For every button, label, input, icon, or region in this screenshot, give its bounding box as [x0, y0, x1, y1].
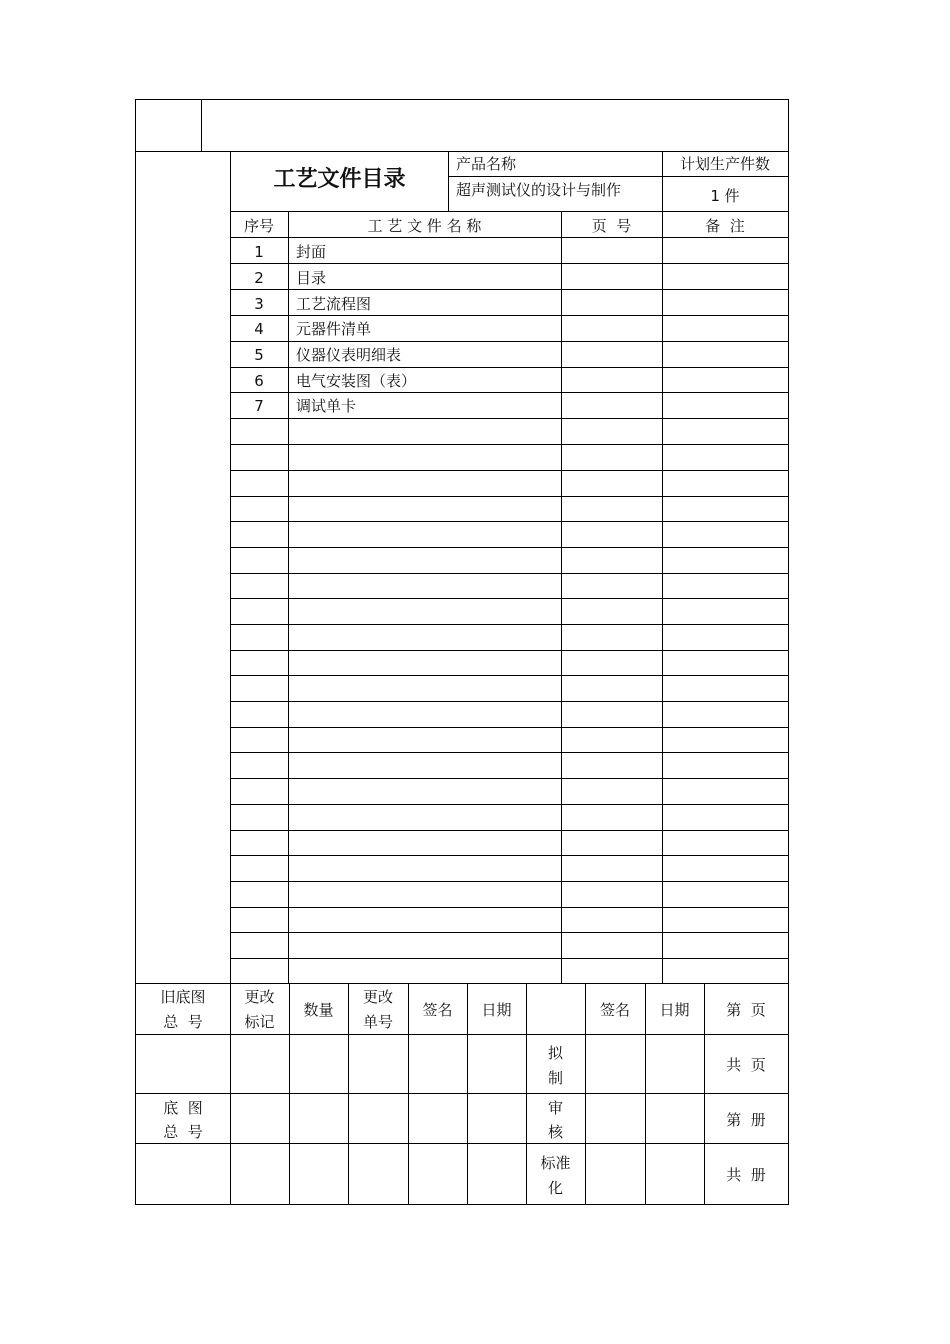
row-name: 封面 — [296, 243, 327, 261]
grid-line — [230, 547, 789, 548]
grid-line — [230, 778, 789, 779]
date-label-2: 日期 — [659, 1001, 690, 1019]
row-name: 调试单卡 — [296, 397, 357, 415]
grid-line — [230, 341, 789, 342]
product-name-value: 超声测试仪的设计与制作 — [456, 181, 622, 199]
review-label-2: 核 — [547, 1123, 563, 1141]
product-name-label: 产品名称 — [456, 155, 517, 173]
row-name: 目录 — [296, 269, 327, 287]
col-note-header: 备 注 — [705, 217, 745, 235]
standardization-label-2: 化 — [547, 1179, 563, 1197]
total-vols-label: 共 册 — [726, 1166, 766, 1184]
grid-line — [230, 598, 789, 599]
row-seq: 1 — [254, 243, 264, 261]
row-seq: 7 — [254, 397, 264, 415]
grid-line — [230, 237, 789, 238]
grid-line — [230, 830, 789, 831]
col-name-header: 工 艺 文 件 名 称 — [367, 217, 482, 235]
grid-line — [135, 1143, 789, 1144]
grid-line — [230, 958, 789, 959]
page-title: 工艺文件目录 — [273, 167, 406, 192]
col-page-header: 页 号 — [591, 217, 632, 235]
change-doc-label-2: 单号 — [362, 1013, 393, 1031]
grid-line — [201, 99, 202, 152]
plan-qty-label: 计划生产件数 — [679, 155, 770, 173]
grid-line — [230, 367, 789, 368]
grid-line — [230, 675, 789, 676]
old-base-label-2: 总 号 — [163, 1013, 203, 1031]
row-seq: 5 — [254, 346, 264, 364]
draft-label: 拟 — [547, 1044, 563, 1062]
plan-qty-value: 1 件 — [710, 187, 740, 205]
draft-label-2: 制 — [547, 1069, 563, 1087]
grid-line — [230, 804, 789, 805]
page-no-label: 第 页 — [726, 1001, 766, 1019]
grid-line — [135, 1204, 789, 1205]
vol-no-label: 第 册 — [726, 1111, 766, 1129]
total-pages-label: 共 页 — [726, 1056, 766, 1074]
grid-line — [230, 315, 789, 316]
grid-line — [662, 151, 663, 984]
grid-line — [448, 176, 789, 177]
row-name: 工艺流程图 — [296, 295, 372, 313]
grid-line — [230, 521, 789, 522]
grid-line — [135, 99, 136, 1205]
grid-line — [230, 470, 789, 471]
row-name: 电气安装图（表） — [296, 372, 417, 390]
sign-label-2: 签名 — [599, 1001, 630, 1019]
grid-line — [788, 99, 789, 1205]
base-label-2: 总 号 — [163, 1123, 203, 1141]
grid-line — [230, 907, 789, 908]
grid-line — [230, 496, 789, 497]
change-mark-label: 更改 — [244, 988, 275, 1006]
grid-line — [135, 1093, 789, 1094]
grid-line — [135, 99, 789, 100]
standardization-label: 标准 — [540, 1154, 571, 1172]
grid-line — [230, 573, 789, 574]
change-mark-label-2: 标记 — [244, 1013, 275, 1031]
grid-line — [135, 1034, 789, 1035]
grid-line — [230, 444, 789, 445]
row-name: 元器件清单 — [296, 320, 372, 338]
old-base-label: 旧底图 — [160, 988, 206, 1006]
date-label: 日期 — [481, 1001, 512, 1019]
row-seq: 3 — [254, 295, 264, 313]
review-label: 审 — [547, 1099, 563, 1117]
grid-line — [230, 418, 789, 419]
row-seq: 6 — [254, 372, 264, 390]
grid-line — [230, 263, 789, 264]
grid-line — [135, 151, 789, 152]
grid-line — [230, 932, 789, 933]
grid-line — [230, 752, 789, 753]
row-name: 仪器仪表明细表 — [296, 346, 402, 364]
grid-line — [230, 855, 789, 856]
grid-line — [230, 881, 789, 882]
base-label: 底 图 — [163, 1099, 203, 1117]
row-seq: 4 — [254, 320, 264, 338]
grid-line — [230, 392, 789, 393]
grid-line — [230, 211, 789, 212]
col-seq-header: 序号 — [243, 217, 274, 235]
grid-line — [230, 727, 789, 728]
row-seq: 2 — [254, 269, 264, 287]
grid-line — [230, 624, 789, 625]
grid-line — [230, 701, 789, 702]
grid-line — [230, 650, 789, 651]
change-doc-label: 更改 — [362, 988, 393, 1006]
sign-label: 签名 — [422, 1001, 453, 1019]
grid-line — [230, 289, 789, 290]
grid-line — [448, 151, 449, 212]
qty-label: 数量 — [303, 1001, 334, 1019]
grid-line — [135, 983, 789, 984]
